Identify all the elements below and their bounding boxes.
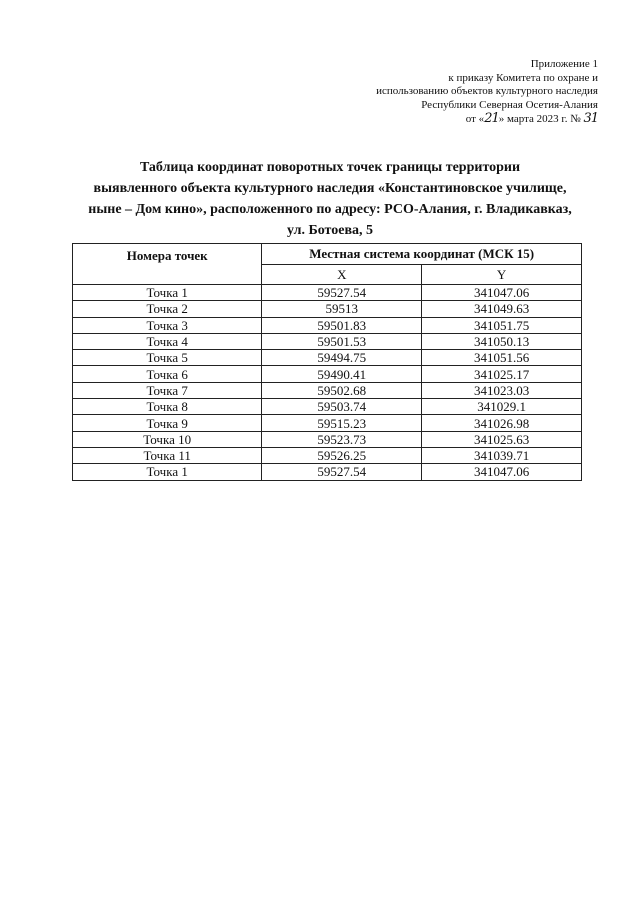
coordinates-table xyxy=(72,243,582,481)
y-cell: 341047.06 xyxy=(422,285,582,301)
y-cell: 341026.98 xyxy=(422,415,582,431)
table-row xyxy=(73,415,582,431)
point-cell: Точка 7 xyxy=(73,382,262,398)
table-row xyxy=(73,285,582,301)
appendix-committee: использованию объектов культурного наследия xyxy=(376,85,598,97)
point-cell: Точка 5 xyxy=(73,350,262,366)
point-cell: Точка 2 xyxy=(73,301,262,317)
table-row xyxy=(73,382,582,398)
point-cell: Точка 1 xyxy=(73,285,262,301)
table-row xyxy=(73,464,582,480)
table-row xyxy=(73,350,582,366)
x-cell: 59515.23 xyxy=(262,415,422,431)
x-cell: 59501.83 xyxy=(262,317,422,333)
handwritten-order-number: 31 xyxy=(583,111,598,126)
point-cell: Точка 11 xyxy=(73,447,262,463)
appendix-header xyxy=(268,58,598,127)
header-coordinate-system: Местная система координат (МСК 15) xyxy=(262,244,582,265)
point-cell: Точка 6 xyxy=(73,366,262,382)
x-cell: 59490.41 xyxy=(262,366,422,382)
point-cell: Точка 3 xyxy=(73,317,262,333)
document-title xyxy=(60,157,600,241)
point-cell: Точка 10 xyxy=(73,431,262,447)
title-line-4: ул. Ботоева, 5 xyxy=(286,223,374,238)
y-cell: 341025.63 xyxy=(422,431,582,447)
table-row xyxy=(73,301,582,317)
title-line-3: ныне – Дом кино», расположенного по адресу: РСО-Алания, г. Владикавказ, xyxy=(88,202,572,217)
table-body xyxy=(73,285,582,481)
table-row xyxy=(73,431,582,447)
header-y: Y xyxy=(422,265,582,285)
x-cell: 59523.73 xyxy=(262,431,422,447)
title-line-2: выявленного объекта культурного наследия «Константиновское училище, xyxy=(93,181,567,196)
point-cell: Точка 9 xyxy=(73,415,262,431)
x-cell: 59503.74 xyxy=(262,399,422,415)
y-cell: 341025.17 xyxy=(422,366,582,382)
x-cell: 59501.53 xyxy=(262,333,422,349)
point-cell: Точка 4 xyxy=(73,333,262,349)
x-cell: 59502.68 xyxy=(262,382,422,398)
appendix-title: Приложение 1 xyxy=(530,58,598,70)
header-point-numbers: Номера точек xyxy=(73,244,262,285)
table-row xyxy=(73,317,582,333)
y-cell: 341047.06 xyxy=(422,464,582,480)
y-cell: 341029.1 xyxy=(422,399,582,415)
y-cell: 341023.03 xyxy=(422,382,582,398)
x-cell: 59494.75 xyxy=(262,350,422,366)
y-cell: 341039.71 xyxy=(422,447,582,463)
date-prefix: от « xyxy=(465,113,485,125)
x-cell: 59513 xyxy=(262,301,422,317)
table-row xyxy=(73,447,582,463)
header-x: X xyxy=(262,265,422,285)
y-cell: 341049.63 xyxy=(422,301,582,317)
date-suffix: » марта 2023 г. № xyxy=(498,113,581,125)
y-cell: 341051.75 xyxy=(422,317,582,333)
y-cell: 341051.56 xyxy=(422,350,582,366)
y-cell: 341050.13 xyxy=(422,333,582,349)
point-cell: Точка 8 xyxy=(73,399,262,415)
appendix-date-line xyxy=(268,112,598,127)
table-row xyxy=(73,399,582,415)
x-cell: 59527.54 xyxy=(262,464,422,480)
table-row xyxy=(73,366,582,382)
appendix-order-ref: к приказу Комитета по охране и xyxy=(448,71,598,84)
x-cell: 59527.54 xyxy=(262,285,422,301)
point-cell: Точка 1 xyxy=(73,464,262,480)
title-line-1: Таблица координат поворотных точек границы территории xyxy=(139,160,521,175)
table-row xyxy=(73,333,582,349)
x-cell: 59526.25 xyxy=(262,447,422,463)
handwritten-date-day: 21 xyxy=(484,111,499,126)
appendix-republic: Республики Северная Осетия-Алания xyxy=(421,98,598,111)
